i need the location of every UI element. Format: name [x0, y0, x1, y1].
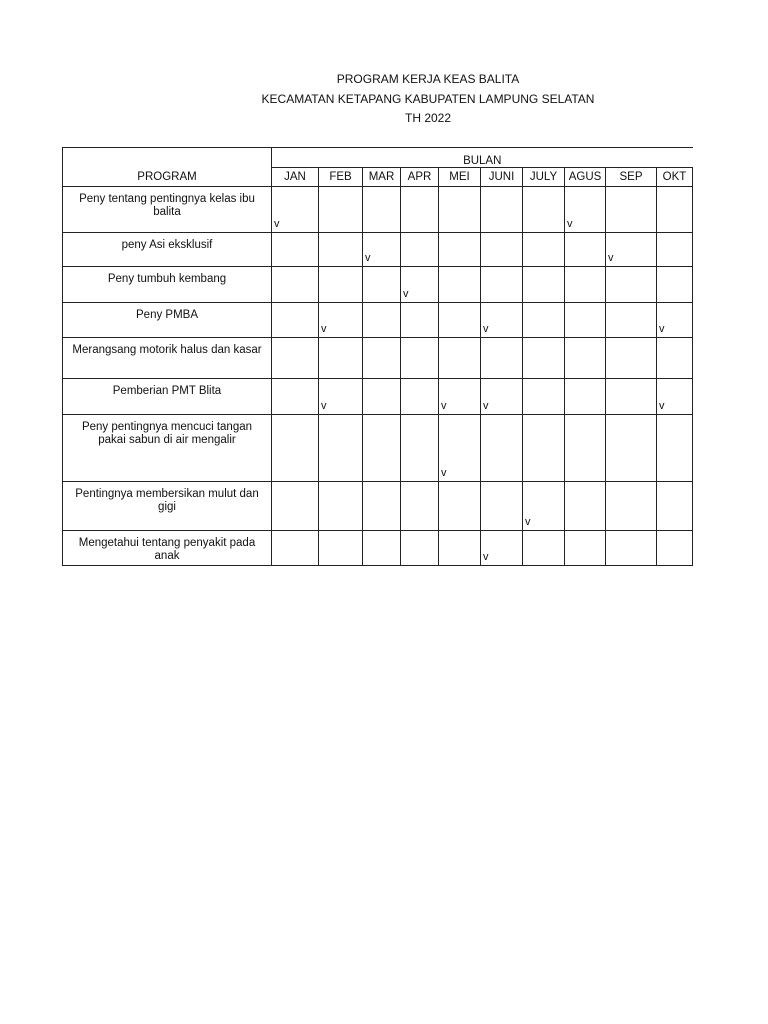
- schedule-cell-feb: [319, 303, 363, 338]
- check-mark: v: [441, 467, 447, 479]
- check-mark: v: [403, 288, 409, 300]
- table-row: [63, 267, 693, 303]
- schedule-cell-mei: [439, 233, 481, 267]
- schedule-cell-juni: [481, 187, 523, 233]
- document-title: PROGRAM KERJA KEAS BALITA: [336, 72, 520, 86]
- month-header-sep: SEP: [606, 168, 657, 187]
- program-label: Merangsang motorik halus dan kasar: [63, 338, 272, 379]
- check-mark: v: [567, 218, 573, 230]
- schedule-cell-jan: [272, 338, 319, 379]
- check-mark: v: [483, 551, 489, 563]
- schedule-cell-okt: [657, 379, 693, 415]
- schedule-cell-apr: [401, 379, 439, 415]
- schedule-cell-agus: [565, 531, 606, 566]
- schedule-cell-mar: [363, 531, 401, 566]
- schedule-cell-feb: [319, 187, 363, 233]
- schedule-cell-sep: [606, 338, 657, 379]
- schedule-cell-juni: [481, 415, 523, 482]
- schedule-cell-sep: [606, 233, 657, 267]
- schedule-cell-feb: [319, 233, 363, 267]
- schedule-cell-agus: [565, 187, 606, 233]
- schedule-cell-mei: [439, 303, 481, 338]
- schedule-cell-okt: [657, 415, 693, 482]
- schedule-cell-sep: [606, 531, 657, 566]
- schedule-cell-sep: [606, 379, 657, 415]
- check-mark: v: [659, 400, 665, 412]
- month-header-agus: AGUS: [565, 168, 606, 187]
- schedule-cell-juni: [481, 338, 523, 379]
- schedule-cell-jan: [272, 531, 319, 566]
- schedule-cell-apr: [401, 267, 439, 303]
- program-label: Mengetahui tentang penyakit pada anak: [63, 531, 272, 566]
- schedule-cell-sep: [606, 187, 657, 233]
- month-header-juni: JUNI: [481, 168, 523, 187]
- schedule-cell-apr: [401, 415, 439, 482]
- schedule-cell-juni: [481, 267, 523, 303]
- check-mark: v: [483, 400, 489, 412]
- check-mark: v: [483, 323, 489, 335]
- schedule-cell-sep: [606, 482, 657, 531]
- schedule-cell-jan: [272, 482, 319, 531]
- check-mark: v: [321, 400, 327, 412]
- schedule-cell-jan: [272, 379, 319, 415]
- program-label: Pentingnya membersikan mulut dan gigi: [63, 482, 272, 531]
- table-row: [63, 531, 693, 566]
- month-header-july: JULY: [523, 168, 565, 187]
- month-header-jan: JAN: [272, 168, 319, 187]
- schedule-cell-okt: [657, 233, 693, 267]
- schedule-cell-apr: [401, 233, 439, 267]
- schedule-cell-okt: [657, 187, 693, 233]
- schedule-cell-juni: [481, 531, 523, 566]
- schedule-cell-okt: [657, 338, 693, 379]
- schedule-cell-mei: [439, 267, 481, 303]
- schedule-cell-sep: [606, 303, 657, 338]
- program-label: Peny tentang pentingnya kelas ibu balita: [63, 187, 272, 233]
- schedule-cell-okt: [657, 531, 693, 566]
- check-mark: v: [608, 252, 614, 264]
- schedule-cell-july: [523, 233, 565, 267]
- schedule-cell-agus: [565, 303, 606, 338]
- table-row: [63, 233, 693, 267]
- schedule-cell-july: [523, 415, 565, 482]
- schedule-cell-agus: [565, 482, 606, 531]
- schedule-cell-sep: [606, 415, 657, 482]
- schedule-cell-mei: [439, 338, 481, 379]
- schedule-cell-jan: [272, 233, 319, 267]
- document-year: TH 2022: [404, 111, 452, 125]
- table-row: [63, 415, 693, 482]
- schedule-cell-apr: [401, 187, 439, 233]
- schedule-cell-jan: [272, 303, 319, 338]
- schedule-cell-mar: [363, 482, 401, 531]
- program-schedule-table: [62, 147, 693, 566]
- schedule-cell-feb: [319, 531, 363, 566]
- schedule-cell-jan: [272, 415, 319, 482]
- table-row: [63, 338, 693, 379]
- month-header-okt: OKT: [657, 168, 693, 187]
- schedule-cell-july: [523, 482, 565, 531]
- month-group-header: BULAN: [272, 148, 693, 168]
- schedule-cell-feb: [319, 267, 363, 303]
- schedule-cell-mar: [363, 233, 401, 267]
- program-label: Peny tumbuh kembang: [63, 267, 272, 303]
- schedule-cell-sep: [606, 267, 657, 303]
- table-row: [63, 482, 693, 531]
- table-row: [63, 303, 693, 338]
- schedule-cell-jan: [272, 267, 319, 303]
- schedule-cell-mar: [363, 415, 401, 482]
- schedule-cell-mei: [439, 379, 481, 415]
- program-label: Peny PMBA: [63, 303, 272, 338]
- schedule-cell-mei: [439, 482, 481, 531]
- schedule-cell-july: [523, 187, 565, 233]
- schedule-cell-juni: [481, 379, 523, 415]
- schedule-cell-mei: [439, 415, 481, 482]
- schedule-cell-mar: [363, 303, 401, 338]
- check-mark: v: [321, 323, 327, 335]
- schedule-cell-feb: [319, 482, 363, 531]
- schedule-cell-agus: [565, 233, 606, 267]
- schedule-cell-agus: [565, 415, 606, 482]
- schedule-cell-mar: [363, 379, 401, 415]
- schedule-cell-apr: [401, 482, 439, 531]
- schedule-cell-july: [523, 338, 565, 379]
- check-mark: v: [659, 323, 665, 335]
- schedule-cell-mar: [363, 267, 401, 303]
- check-mark: v: [525, 516, 531, 528]
- program-column-header: PROGRAM: [63, 148, 272, 187]
- schedule-cell-apr: [401, 303, 439, 338]
- schedule-cell-mar: [363, 187, 401, 233]
- month-header-mar: MAR: [363, 168, 401, 187]
- schedule-cell-apr: [401, 338, 439, 379]
- schedule-cell-mei: [439, 531, 481, 566]
- schedule-cell-july: [523, 267, 565, 303]
- schedule-cell-juni: [481, 303, 523, 338]
- schedule-cell-apr: [401, 531, 439, 566]
- schedule-cell-feb: [319, 338, 363, 379]
- check-mark: v: [365, 252, 371, 264]
- document-subtitle: KECAMATAN KETAPANG KABUPATEN LAMPUNG SELATAN: [261, 92, 595, 106]
- schedule-cell-feb: [319, 415, 363, 482]
- schedule-cell-july: [523, 379, 565, 415]
- schedule-cell-jan: [272, 187, 319, 233]
- table-row: [63, 187, 693, 233]
- schedule-cell-agus: [565, 379, 606, 415]
- program-label: peny Asi eksklusif: [63, 233, 272, 267]
- month-header-apr: APR: [401, 168, 439, 187]
- check-mark: v: [441, 400, 447, 412]
- schedule-cell-juni: [481, 482, 523, 531]
- schedule-cell-july: [523, 303, 565, 338]
- schedule-cell-feb: [319, 379, 363, 415]
- table-row: [63, 379, 693, 415]
- schedule-cell-juni: [481, 233, 523, 267]
- check-mark: v: [274, 218, 280, 230]
- schedule-cell-okt: [657, 482, 693, 531]
- schedule-cell-agus: [565, 338, 606, 379]
- schedule-cell-okt: [657, 303, 693, 338]
- schedule-cell-mar: [363, 338, 401, 379]
- schedule-cell-mei: [439, 187, 481, 233]
- program-label: Pemberian PMT Blita: [63, 379, 272, 415]
- schedule-cell-agus: [565, 267, 606, 303]
- schedule-cell-july: [523, 531, 565, 566]
- schedule-cell-okt: [657, 267, 693, 303]
- month-header-feb: FEB: [319, 168, 363, 187]
- month-header-mei: MEI: [439, 168, 481, 187]
- program-label: Peny pentingnya mencuci tangan pakai sabun di air mengalir: [63, 415, 272, 482]
